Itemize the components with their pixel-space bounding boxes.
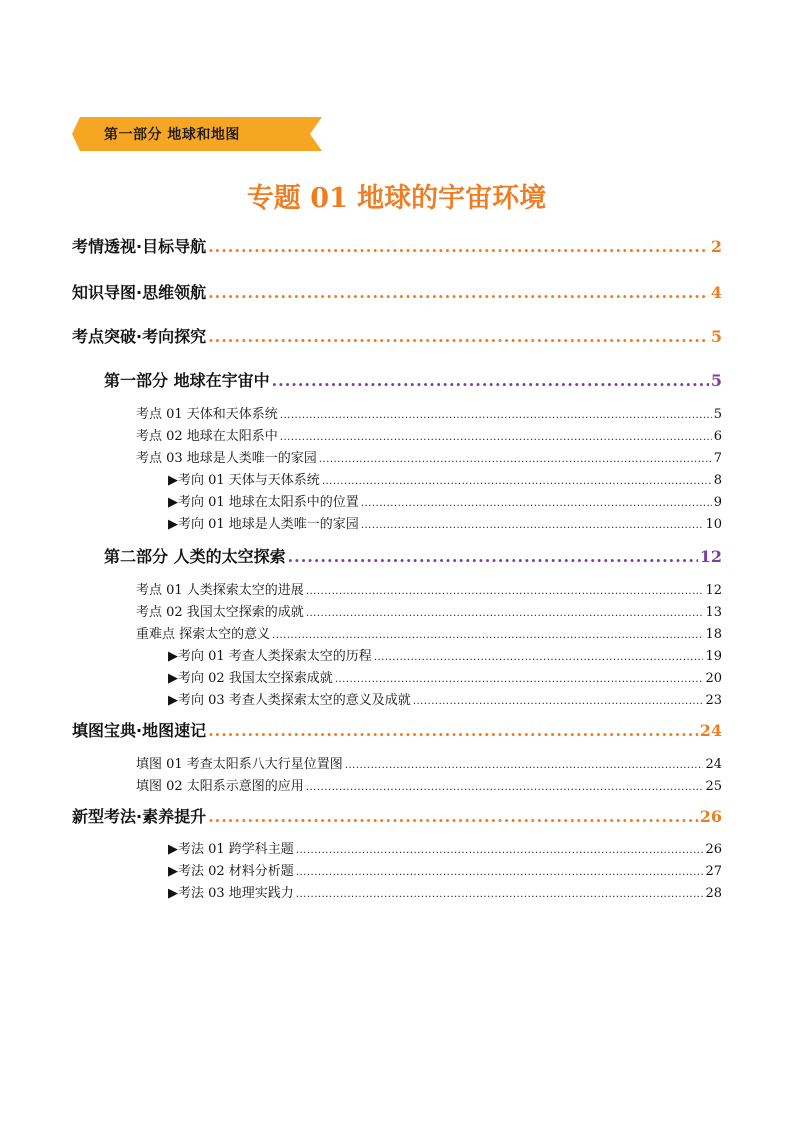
toc-entry-kaodian-01-part2[interactable] [136, 579, 722, 598]
toc-entry-page: 24 [705, 757, 722, 772]
toc-leader-dots [306, 586, 704, 597]
toc-leader-dots [280, 432, 712, 443]
toc-entry-label: 考点突破·考向探究 [72, 327, 207, 346]
toc-entry-zhishi[interactable] [72, 280, 722, 303]
toc-leader-dots [272, 371, 709, 390]
toc-entry-page: 2 [710, 237, 722, 256]
toc-entry-label: 第一部分 地球在宇宙中 [104, 371, 270, 390]
toc-leader-dots [208, 721, 698, 740]
toc-entry-page: 25 [705, 779, 722, 794]
toc-entry-kaodian-02[interactable] [136, 425, 722, 444]
toc-entry-label: 考情透视·目标导航 [72, 237, 207, 256]
toc-leader-dots [306, 782, 704, 793]
toc-entry-page: 5 [710, 371, 722, 390]
toc-entry-label: ▶考法 02 材料分析题 [168, 864, 294, 879]
page-title: 专题 01 地球的宇宙环境 [246, 183, 547, 214]
toc-leader-dots [208, 283, 709, 302]
toc-entry-label: 考点 01 天体和天体系统 [136, 407, 278, 422]
toc-entry-page: 18 [705, 627, 722, 642]
toc-entry-page: 8 [713, 473, 722, 488]
toc-leader-dots [288, 547, 698, 566]
toc-entry-page: 13 [705, 605, 722, 620]
toc-entry-kaodian-03[interactable] [136, 447, 722, 466]
toc-leader-dots [319, 454, 712, 465]
toc-entry-kaoxiang-01a[interactable] [168, 469, 722, 488]
toc-entry-page: 28 [705, 886, 722, 901]
toc-entry-page: 20 [705, 671, 722, 686]
toc-entry-label: ▶考向 01 地球是人类唯一的家园 [168, 517, 359, 532]
toc-leader-dots [280, 410, 712, 421]
toc-entry-kaoxiang-01b[interactable] [168, 491, 722, 510]
toc-entry-label: 考点 03 地球是人类唯一的家园 [136, 451, 317, 466]
toc-entry-page: 26 [705, 842, 722, 857]
toc-entry-page: 7 [713, 451, 722, 466]
toc-leader-dots [361, 498, 712, 509]
toc-leader-dots [413, 696, 704, 707]
toc-entry-kaoxiang-02-part2[interactable] [168, 667, 722, 686]
toc-entry-page: 24 [699, 721, 722, 740]
toc-entry-label: ▶考向 01 天体与天体系统 [168, 473, 320, 488]
toc-entry-page: 9 [713, 495, 722, 510]
toc-entry-label: 重难点 探索太空的意义 [136, 627, 271, 642]
toc-entry-page: 4 [710, 283, 722, 302]
toc-entry-page: 27 [705, 864, 722, 879]
toc-entry-label: 知识导图·思维领航 [72, 283, 207, 302]
toc-entry-page: 19 [705, 649, 722, 664]
toc-entry-kaoqing[interactable] [72, 234, 722, 257]
toc-entry-label: 填图 01 考查太阳系八大行星位置图 [136, 757, 343, 772]
toc-leader-dots [374, 652, 704, 663]
toc-leader-dots [345, 760, 704, 771]
toc-entry-page: 12 [705, 583, 722, 598]
toc-entry-xinxing[interactable] [72, 804, 722, 827]
toc-entry-page: 10 [705, 517, 722, 532]
banner-label: 第一部分 地球和地图 [104, 127, 240, 143]
toc-leader-dots [306, 608, 704, 619]
toc-entry-label: 考点 02 我国太空探索的成就 [136, 605, 304, 620]
toc-entry-page: 23 [705, 693, 722, 708]
toc-entry-page: 12 [699, 547, 722, 566]
toc-entry-kaoxiang-01c[interactable] [168, 513, 722, 532]
toc-entry-part1[interactable] [104, 368, 722, 391]
toc-leader-dots [296, 845, 704, 856]
toc-entry-label: 填图宝典·地图速记 [72, 721, 207, 740]
toc-entry-label: ▶考向 01 考查人类探索太空的历程 [168, 649, 372, 664]
toc-entry-label: 新型考法·素养提升 [72, 807, 207, 826]
toc-entry-tiantu-02[interactable] [136, 775, 722, 794]
toc-entry-kaodian-02-part2[interactable] [136, 601, 722, 620]
toc-entry-tiantu-01[interactable] [136, 753, 722, 772]
toc-entry-kaofa-01[interactable] [168, 838, 722, 857]
toc-leader-dots [208, 237, 709, 256]
toc-entry-part2[interactable] [104, 544, 722, 567]
section-banner [72, 115, 322, 153]
toc-entry-page: 5 [710, 327, 722, 346]
toc-leader-dots [272, 630, 703, 641]
toc-entry-label: ▶考向 02 我国太空探索成就 [168, 671, 333, 686]
toc-entry-label: ▶考法 03 地理实践力 [168, 886, 294, 901]
toc-entry-kaodian[interactable] [72, 324, 722, 347]
toc-entry-label: 考点 01 人类探索太空的进展 [136, 583, 304, 598]
toc-entry-label: 第二部分 人类的太空探索 [104, 547, 286, 566]
toc-leader-dots [296, 889, 704, 900]
toc-entry-zhongnandian[interactable] [136, 623, 722, 642]
toc-leader-dots [208, 327, 709, 346]
toc-entry-kaofa-02[interactable] [168, 860, 722, 879]
toc-entry-kaoxiang-03-part2[interactable] [168, 689, 722, 708]
toc-entry-tiantu[interactable] [72, 718, 722, 741]
toc-leader-dots [296, 867, 704, 878]
toc-entry-page: 26 [699, 807, 722, 826]
toc-entry-label: ▶考法 01 跨学科主题 [168, 842, 294, 857]
toc-entry-page: 5 [713, 407, 722, 422]
toc-leader-dots [322, 476, 712, 487]
toc-leader-dots [361, 520, 704, 531]
toc-leader-dots [335, 674, 704, 685]
toc-entry-label: ▶考向 01 地球在太阳系中的位置 [168, 495, 359, 510]
toc-entry-page: 6 [713, 429, 722, 444]
toc-entry-kaofa-03[interactable] [168, 882, 722, 901]
toc-entry-label: 填图 02 太阳系示意图的应用 [136, 779, 304, 794]
toc-entry-label: 考点 02 地球在太阳系中 [136, 429, 278, 444]
toc-entry-label: ▶考向 03 考查人类探索太空的意义及成就 [168, 693, 411, 708]
toc-entry-kaoxiang-01-part2[interactable] [168, 645, 722, 664]
toc-entry-kaodian-01[interactable] [136, 403, 722, 422]
toc-leader-dots [208, 807, 698, 826]
